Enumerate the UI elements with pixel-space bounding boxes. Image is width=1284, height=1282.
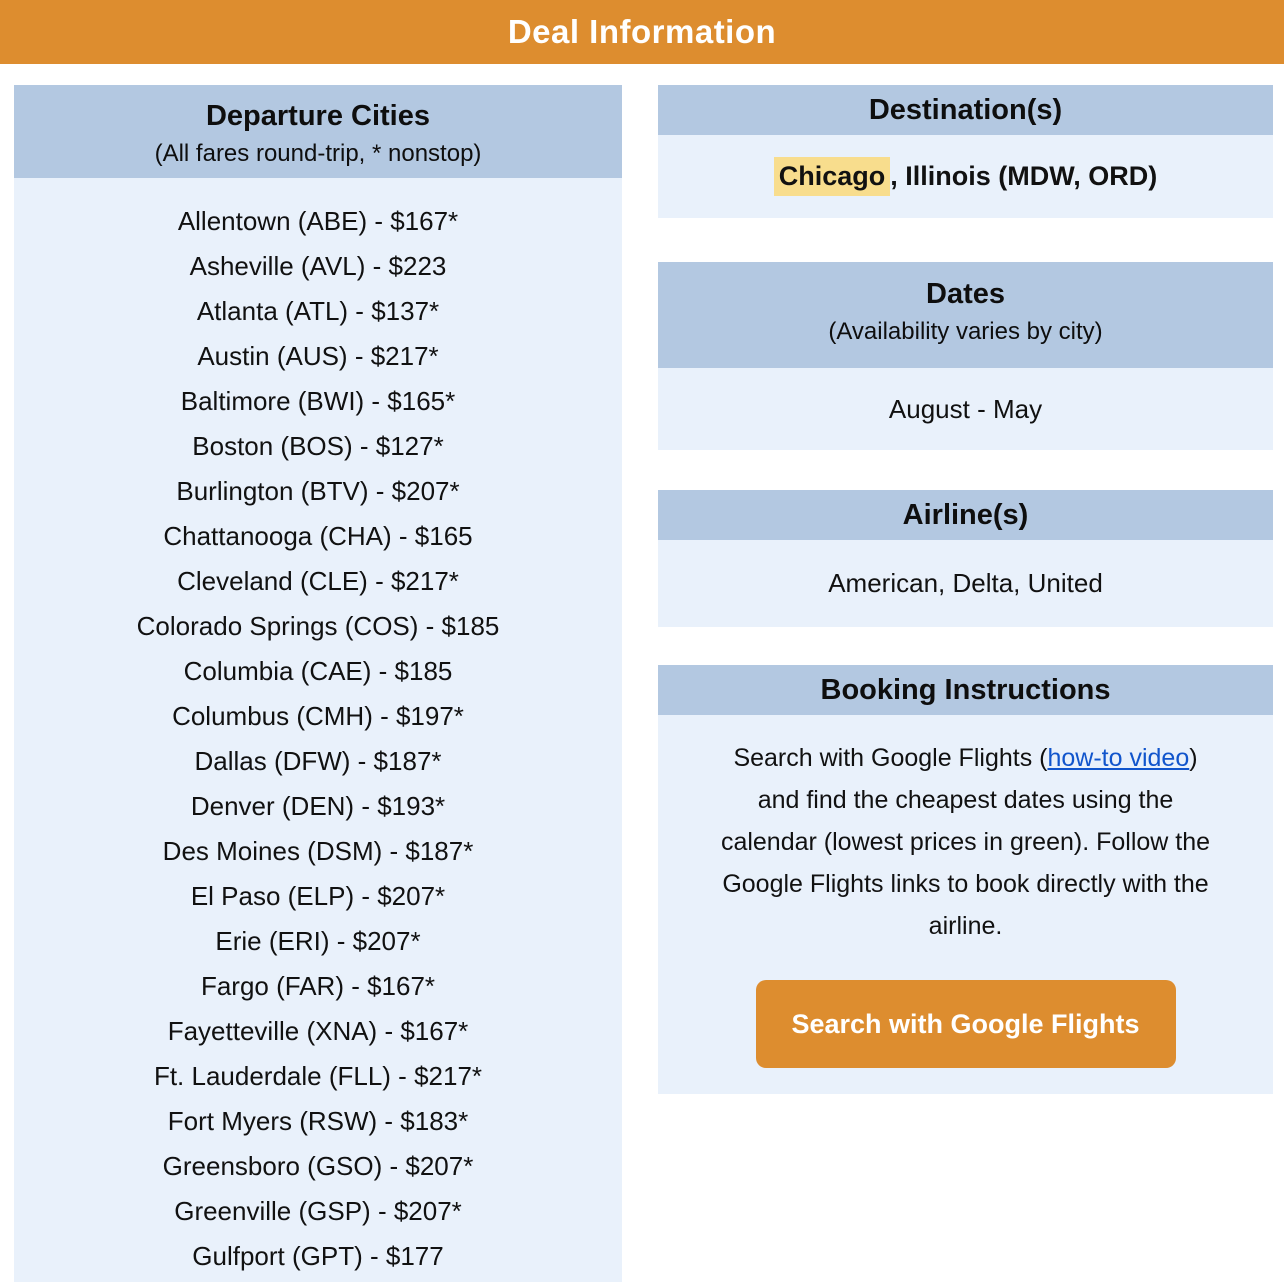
dates-subtitle: (Availability varies by city) — [828, 318, 1103, 345]
departure-city-fare: Greensboro (GSO) - $207* — [162, 1151, 474, 1181]
dates-header — [658, 262, 1273, 368]
booking-instructions-body — [658, 715, 1273, 1094]
departure-cities-panel — [14, 85, 622, 1282]
dates-value: August - May — [658, 368, 1273, 450]
booking-instructions-panel — [658, 665, 1273, 1094]
departure-cities-title: Departure Cities — [205, 100, 430, 132]
departure-city-fare: Fayetteville (XNA) - $167* — [167, 1016, 469, 1046]
departure-city-fare: Boston (BOS) - $127* — [192, 431, 444, 461]
page-title: Deal Information — [507, 13, 777, 50]
destination-highlight: Chicago — [774, 157, 891, 196]
how-to-video-link[interactable]: how-to video — [1047, 744, 1190, 772]
departure-city-fare: Greenville (GSP) - $207* — [174, 1196, 462, 1226]
departure-city-fare: Ft. Lauderdale (FLL) - $217* — [153, 1061, 483, 1091]
destination-title: Destination(s) — [868, 93, 1063, 126]
destination-header — [658, 85, 1273, 135]
dates-panel — [658, 262, 1273, 450]
departure-city-fare: Austin (AUS) - $217* — [197, 341, 439, 371]
departure-city-fare: Allentown (ABE) - $167* — [177, 206, 459, 236]
destination-value — [774, 161, 1158, 192]
booking-text-before-link: Search with Google Flights ( — [733, 744, 1048, 772]
booking-instructions-title: Booking Instructions — [820, 673, 1111, 706]
departure-city-fare: Fargo (FAR) - $167* — [200, 971, 436, 1001]
departure-city-fare: Erie (ERI) - $207* — [215, 926, 421, 956]
departure-city-fare: Fort Myers (RSW) - $183* — [167, 1106, 469, 1136]
booking-instructions-header — [658, 665, 1273, 715]
departure-city-fare: Des Moines (DSM) - $187* — [162, 836, 474, 866]
departure-city-fare: Colorado Springs (COS) - $185 — [136, 611, 500, 641]
departure-city-fare: Columbus (CMH) - $197* — [172, 701, 464, 731]
departure-city-fare: Baltimore (BWI) - $165* — [180, 386, 456, 416]
main-content — [0, 85, 1284, 1282]
departure-city-fare: Chattanooga (CHA) - $165 — [163, 521, 473, 551]
departure-cities-header — [14, 85, 622, 178]
departure-city-fare: Burlington (BTV) - $207* — [176, 476, 460, 506]
airlines-title: Airline(s) — [902, 498, 1029, 531]
deal-information-banner — [0, 0, 1284, 64]
dates-title: Dates — [926, 278, 1005, 310]
destination-panel — [658, 85, 1273, 218]
departure-city-fare: El Paso (ELP) - $207* — [190, 881, 446, 911]
departure-cities-list — [14, 178, 622, 1282]
booking-text-after-link: ) and find the cheapest dates using the calendar (lowest prices in green). Follow the Google Flights links to book directly with the airline. — [720, 744, 1211, 940]
airlines-value: American, Delta, United — [658, 540, 1273, 627]
departure-city-fare: Columbia (CAE) - $185 — [183, 656, 453, 686]
booking-instructions-text — [713, 737, 1218, 947]
departure-city-fare: Dallas (DFW) - $187* — [194, 746, 442, 776]
destination-rest: , Illinois (MDW, ORD) — [890, 161, 1158, 191]
departure-cities-subtitle: (All fares round-trip, * nonstop) — [154, 140, 482, 167]
deal-details-column — [658, 85, 1273, 1282]
destination-body — [658, 135, 1273, 218]
departure-city-fare: Atlanta (ATL) - $137* — [196, 296, 440, 326]
departure-city-fare: Cleveland (CLE) - $217* — [177, 566, 459, 596]
departure-city-fare: Gulfport (GPT) - $177 — [192, 1241, 444, 1271]
search-google-flights-button[interactable]: Search with Google Flights — [756, 980, 1176, 1068]
departure-city-fare: Asheville (AVL) - $223 — [189, 251, 447, 281]
departure-city-fare: Denver (DEN) - $193* — [190, 791, 446, 821]
airlines-panel — [658, 490, 1273, 627]
airlines-header — [658, 490, 1273, 540]
